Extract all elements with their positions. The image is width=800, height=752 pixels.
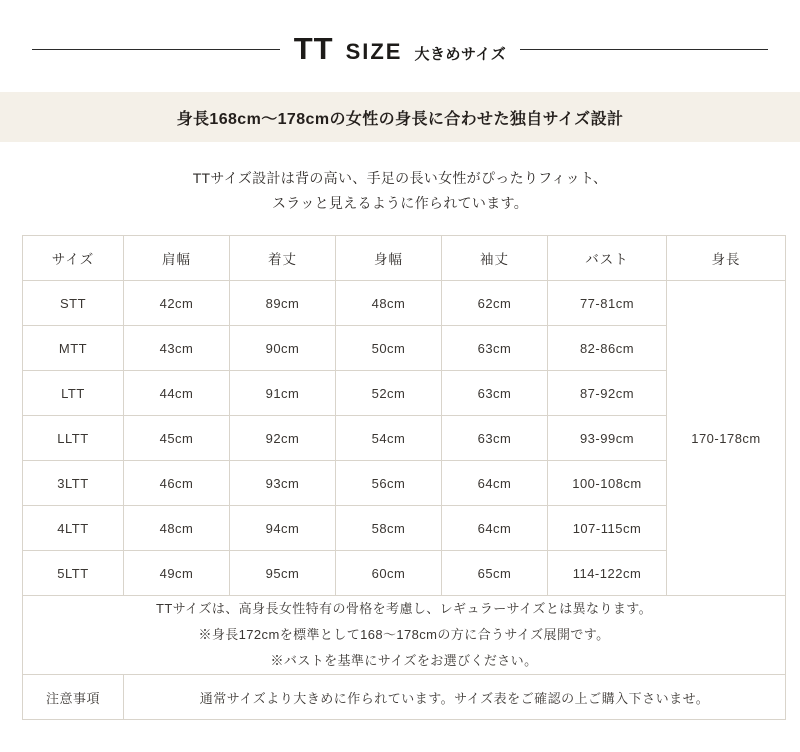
cell-shoulder: 48cm: [124, 506, 230, 551]
note-line-1: TTサイズは、高身長女性特有の骨格を考慮し、レギュラーサイズとは異なります。: [156, 601, 652, 616]
cell-shoulder: 44cm: [124, 371, 230, 416]
caution-row: [23, 675, 786, 720]
cell-length: 90cm: [230, 326, 336, 371]
cell-shoulder: 43cm: [124, 326, 230, 371]
cell-length: 92cm: [230, 416, 336, 461]
size-table-wrapper: [22, 235, 778, 720]
size-table: [22, 235, 786, 720]
col-header-length: 着丈: [230, 236, 336, 281]
table-header-row: [23, 236, 786, 281]
note-line-2: ※身長172cmを標準として168〜178cmの方に合うサイズ展開です。: [198, 627, 610, 642]
title-subtitle: 大きめサイズ: [414, 46, 507, 63]
cell-sleeve: 64cm: [442, 461, 548, 506]
col-header-sleeve: 袖丈: [442, 236, 548, 281]
page-header: [0, 0, 800, 70]
cell-height-merged: 170-178cm: [667, 281, 786, 596]
cell-bust: 100-108cm: [548, 461, 667, 506]
cell-width: 52cm: [336, 371, 442, 416]
cell-length: 93cm: [230, 461, 336, 506]
cell-size: 3LTT: [23, 461, 124, 506]
cell-width: 60cm: [336, 551, 442, 596]
cell-bust: 87-92cm: [548, 371, 667, 416]
cell-sleeve: 63cm: [442, 326, 548, 371]
cell-bust: 82-86cm: [548, 326, 667, 371]
cell-bust: 93-99cm: [548, 416, 667, 461]
cell-size: LTT: [23, 371, 124, 416]
cell-size: 4LTT: [23, 506, 124, 551]
cell-size: STT: [23, 281, 124, 326]
lead-line-1: TTサイズ設計は背の高い、手足の長い女性がぴったりフィット、: [192, 170, 608, 186]
col-header-height: 身長: [667, 236, 786, 281]
col-header-size: サイズ: [23, 236, 124, 281]
notes-row: [23, 596, 786, 675]
caution-label: 注意事項: [23, 675, 124, 720]
header-rule-left: [32, 49, 280, 50]
cell-width: 50cm: [336, 326, 442, 371]
cell-sleeve: 63cm: [442, 371, 548, 416]
highlight-banner: [0, 92, 800, 142]
cell-length: 91cm: [230, 371, 336, 416]
lead-line-2: スラッと見えるように作られています。: [272, 194, 528, 211]
header-rule-right: [520, 49, 768, 50]
col-header-bust: バスト: [548, 236, 667, 281]
cell-size: MTT: [23, 326, 124, 371]
cell-sleeve: 64cm: [442, 506, 548, 551]
table-row: [23, 281, 786, 326]
size-table-body: [23, 281, 786, 720]
cell-bust: 107-115cm: [548, 506, 667, 551]
caution-text: 通常サイズより大きめに作られています。サイズ表をご確認の上ご購入下さいませ。: [124, 675, 786, 720]
col-header-shoulder: 肩幅: [124, 236, 230, 281]
page-title: [294, 31, 507, 67]
cell-width: 48cm: [336, 281, 442, 326]
cell-sleeve: 63cm: [442, 416, 548, 461]
cell-shoulder: 49cm: [124, 551, 230, 596]
cell-length: 95cm: [230, 551, 336, 596]
title-size: SIZE: [345, 39, 403, 64]
title-tt: TT: [293, 31, 334, 66]
banner-text: 身長168cm〜178cmの女性の身長に合わせた独自サイズ設計: [176, 110, 624, 128]
notes-cell: [23, 596, 786, 675]
cell-sleeve: 65cm: [442, 551, 548, 596]
cell-shoulder: 45cm: [124, 416, 230, 461]
cell-size: LLTT: [23, 416, 124, 461]
cell-bust: 77-81cm: [548, 281, 667, 326]
cell-width: 56cm: [336, 461, 442, 506]
cell-length: 94cm: [230, 506, 336, 551]
cell-length: 89cm: [230, 281, 336, 326]
cell-width: 58cm: [336, 506, 442, 551]
cell-shoulder: 42cm: [124, 281, 230, 326]
cell-bust: 114-122cm: [548, 551, 667, 596]
size-table-head: [23, 236, 786, 281]
cell-width: 54cm: [336, 416, 442, 461]
cell-shoulder: 46cm: [124, 461, 230, 506]
col-header-width: 身幅: [336, 236, 442, 281]
cell-sleeve: 62cm: [442, 281, 548, 326]
note-line-3: ※バストを基準にサイズをお選びください。: [270, 653, 538, 668]
cell-size: 5LTT: [23, 551, 124, 596]
lead-paragraph: [0, 166, 800, 215]
